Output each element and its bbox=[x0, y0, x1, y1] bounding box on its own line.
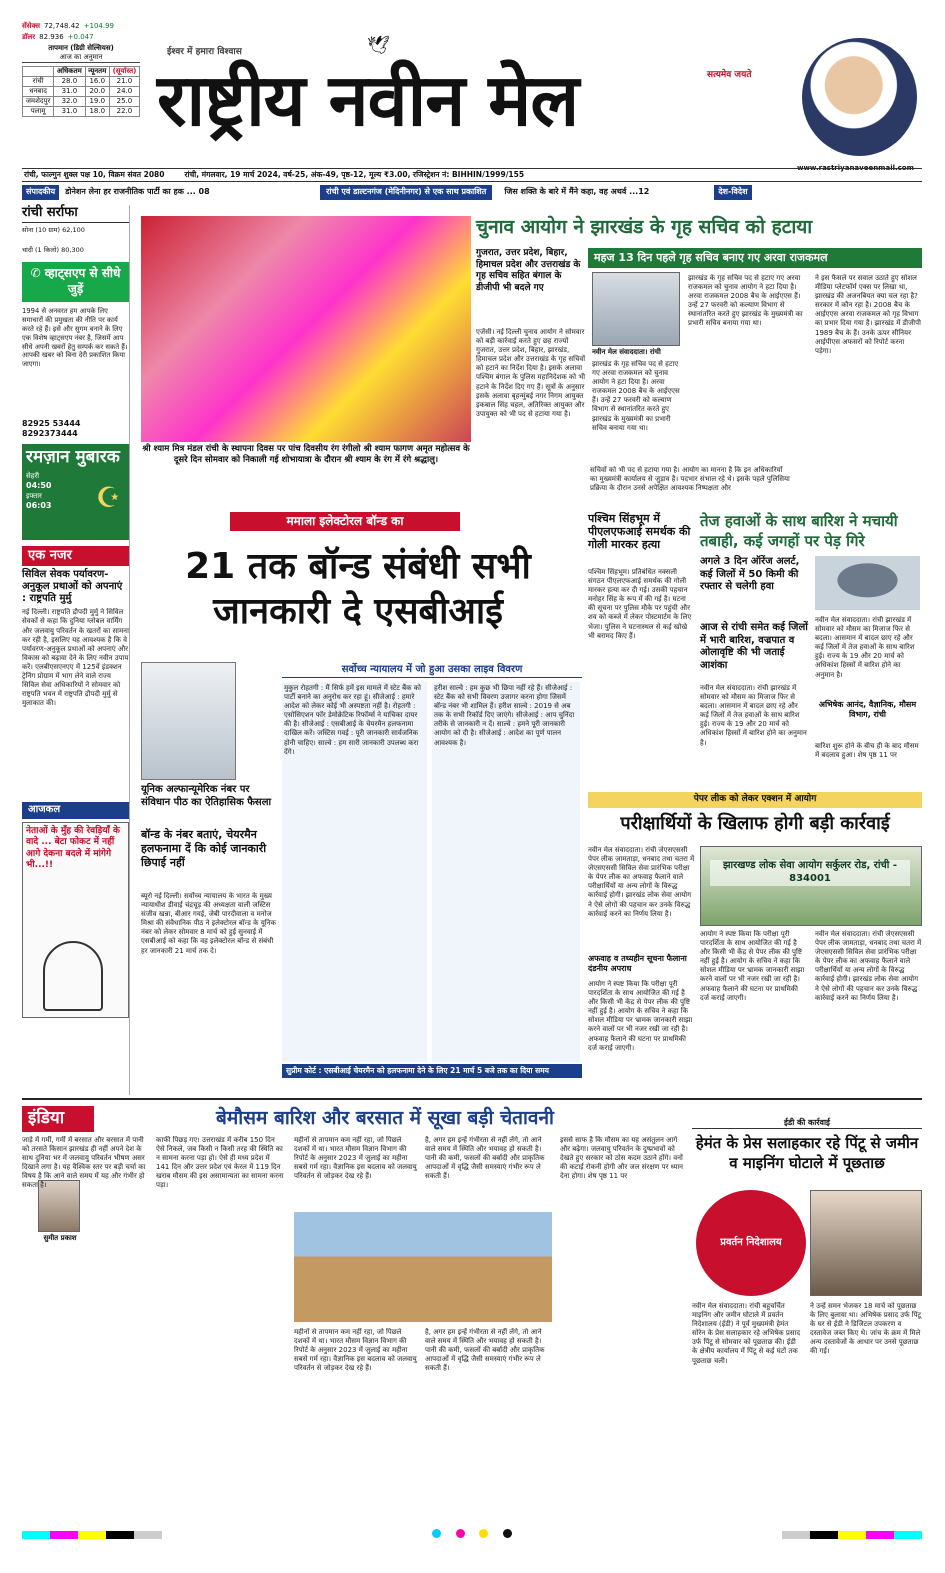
india-body5: महीनों से तापमान कम नहीं रहा, जो पिछले दशकों में था। भारत मौसम विज्ञान विभाग की रिपोर्ट के अनुसार 2023 में जुलाई का महीना सबसे गर्म रहा। वैज्ञानिक इस बदलाव को जलवायु परिवर्तन से जोड़कर देख रहे हैं। bbox=[294, 1328, 417, 1373]
ramzan-box bbox=[22, 444, 129, 540]
eknazar-title: एक नजर bbox=[22, 546, 129, 567]
home-secretary-deck: गुजरात, उत्तर प्रदेश, बिहार, हिमाचल प्रदेश और उत्तराखंड के गृह सचिव सहित बंगाल के डीजीपी भी बदले गए bbox=[476, 248, 581, 294]
max-cell: 31.0 bbox=[54, 86, 85, 96]
whatsapp-number-1[interactable]: 82925 53444 bbox=[22, 419, 81, 429]
sensex-label: सेंसेक्स bbox=[22, 22, 40, 30]
color-bar-right bbox=[782, 1531, 922, 1539]
table-row bbox=[23, 86, 140, 96]
india-body4: है, अगर हम इन्हें गंभीरता से नहीं लेंगे, तो आने वाले समय में स्थिति और भयावह हो सकती है। पानी की कमी, फसलों की बर्बादी और प्राकृतिक आपदाओं में वृद्धि जैसी समस्याएं गंभीर रूप ले सकती हैं। bbox=[425, 1136, 545, 1181]
iftar-label: इफ्तार bbox=[26, 491, 42, 500]
bond-live-col1: मुकुल रोहतगी : मैं सिर्फ हमें इस मामले में स्टेट बैंक को पार्टी बनाने का अनुरोध कर रहा हूं। सीजेआई : हमारे आदेश को लेकर कोई भी अस्पष्टता नहीं है। रोहतगी : एसोसिएशन फॉर डेमोक्रेटिक रिफॉर्म्स ने याचिका दायर की है। सीजेआई : एसबीआई के चेयरमैन हलफनामा दाखिल करें। जस्टिस गवई : पूरी जानकारी सार्वजनिक होनी चाहिए। साल्वे : हम सारी जानकारी उपलब्ध करा देंगे। bbox=[282, 682, 427, 1062]
exam-sub: अफवाह व तथ्यहीन सूचना फैलाना दंडनीय अपराध bbox=[588, 954, 687, 973]
home-secretary-body5: झारखंड के गृह सचिव पद से हटाए गए अरवा राजकमल को चुनाव आयोग ने हटा दिया है। अरवा राजकमल 2008 बैच के आईएएस हैं। उन्हें 27 फरवरी को कल्याण विभाग से स्थानांतरित करते हुए झारखंड के मुख्यमंत्री का प्रभारी सचिव बनाया गया था। bbox=[688, 274, 803, 328]
festival-photo bbox=[141, 216, 471, 442]
min-cell: 20.0 bbox=[85, 86, 109, 96]
whatsapp-box bbox=[22, 262, 129, 302]
market-box bbox=[22, 22, 140, 164]
india-section-label: इंडिया bbox=[22, 1106, 94, 1132]
home-secretary-headline: चुनाव आयोग ने झारखंड के गृह सचिव को हटाया bbox=[476, 216, 813, 238]
chief-justice-photo bbox=[141, 662, 236, 780]
max-cell: 28.0 bbox=[54, 76, 85, 86]
whatsapp-icon: ✆ bbox=[30, 266, 45, 281]
exam-body4: नवीन मेल संवाददाता। रांची जेएसएससी पेपर लीक जामताड़ा, धनबाद तथा चतरा में जेएसएससी सिविल सेवा प्रारंभिक परीक्षा के पेपर लीक का अफवाह फैलाने वाले परीक्षार्थियों या अन्य लोगों के विरुद्ध कार्रवाई होगी। झारखंड लोक सेवा आयोग ने ऐसे लोगों की पहचान कर उनके विरुद्ध कार्रवाई करने का निर्णय लिया है। bbox=[815, 930, 922, 1002]
city-cell: पलामू bbox=[23, 106, 54, 116]
cyan-dot bbox=[432, 1529, 441, 1538]
storm-cloud-icon bbox=[815, 556, 920, 610]
pgs-headline: पश्चिम सिंहभूम में पीएलएफआई समर्थक की गोली मारकर हत्या bbox=[588, 512, 691, 552]
temp-table bbox=[22, 66, 140, 117]
weather-deck1: अगले 3 दिन ऑरेंज अलर्ट, कई जिलों में 50 किमी की रफ्तार से चलेगी हवा bbox=[700, 556, 800, 592]
dollar-change: +0.047 bbox=[67, 32, 94, 41]
home-secretary-body2: झारखंड के गृह सचिव पद से हटाए गए अरवा राजकमल को चुनाव आयोग ने हटा दिया है। अरवा राजकमल 2008 बैच के आईएएस हैं। उन्हें 27 फरवरी को कल्याण विभाग से स्थानांतरित करते हुए झारखंड के मुख्यमंत्री का प्रभारी सचिव बनाया गया था। bbox=[592, 360, 680, 432]
ed-body: नवीन मेल संवाददाता। रांची बहुचर्चित माइनिंग और जमीन घोटाले में प्रवर्तन निदेशालय (ईडी) ने पूर्व मुख्यमंत्री हेमंत सोरेन के प्रेस सलाहकार रहे अभिषेक प्रसाद उर्फ पिंटू से सोमवार को पूछताछ की। ईडी के क्षेत्रीय कार्यालय में पिंटू से कई घंटों तक पूछताछ चली। bbox=[692, 1302, 801, 1365]
india-body2: काफी पिछड़ गए। उत्तराखंड में करीब 150 दिन ऐसे निकले, जब किसी न किसी तरह की स्थिति का न सामना करना पड़ा हो। ऐसे ही मध्य प्रदेश में 141 दिन और उत्तर प्रदेश एवं केरल में 119 दिन खराब मौसम की इस असामान्यता का सामना करना पड़ा। bbox=[156, 1136, 284, 1190]
cartoon-figure bbox=[43, 941, 103, 1011]
left-sidebar bbox=[22, 205, 130, 1095]
moon-icon: ☪ bbox=[95, 480, 121, 514]
bond-kicker: ममाला इलेक्टोरल बॉन्ड का bbox=[230, 512, 460, 531]
ed-kicker: ईडी की कार्रवाई bbox=[692, 1118, 922, 1129]
temp-head-1: अधिकतम bbox=[54, 66, 85, 76]
city-cell: धनबाद bbox=[23, 86, 54, 96]
sunset-cell: 24.0 bbox=[109, 86, 139, 96]
eknazar-text: नई दिल्ली। राष्ट्रपति द्रौपदी मुर्मु ने सिविल सेवकों से कहा कि दुनिया ग्लोबल वार्मिंग और जलवायु परिवर्तन के खतरों का सामना कर रही है, इसलिए यह आवश्यक है कि वे पर्यावरण-अनुकूल प्रथाओं को अपनाएं और विकास को बढ़ावा देने के लिए नवीन उपाय करें। एलबीएसएनएए में 125वें इंडक्शन ट्रेनिंग प्रोग्राम में भाग लेने वाले राज्य सिविल सेवा अधिकारियों ने सोमवार को राष्ट्रपति भवन में राष्ट्रपति द्रौपदी मुर्मु से मुलाकात की। bbox=[22, 608, 129, 708]
home-secretary-body4: ने इस फैसले पर सवाल उठाते हुए सोशल मीडिया प्लेटफॉर्म एक्स पर लिखा था, झारखंड की अजनबियत क्या चल रहा है? सरकार में कौन रहा है। 2008 बैच के आईएएस अरवा राजकमल को गृह विभाग का प्रभार दिया गया है। झारखंड में डीजीपी 1989 बैच के हैं। उनके ऊपर सीनियर आईपीएस अफसरों को रिपोर्ट करना पड़ेगा। bbox=[815, 274, 921, 355]
bond-quote: यूनिक अल्फान्यूमेरिक नंबर पर संविधान पीठ का ऐतिहासिक फैसला bbox=[141, 784, 272, 808]
table-row bbox=[23, 96, 140, 106]
magenta-dot bbox=[456, 1529, 465, 1538]
ed-headline: हेमंत के प्रेस सलाहकार रहे पिंटू से जमीन व माइनिंग घोटाले में पूछताछ bbox=[695, 1134, 919, 1172]
sunset-cell: 25.0 bbox=[109, 96, 139, 106]
tagline: ईश्वर में हमारा विश्वास bbox=[167, 47, 242, 57]
exam-body: नवीन मेल संवाददाता। रांची जेएसएससी पेपर लीक जामताड़ा, धनबाद तथा चतरा में जेएसएससी सिविल सेवा प्रारंभिक परीक्षा के पेपर लीक का अफवाह फैलाने वाले परीक्षार्थियों या अन्य लोगों के विरुद्ध कार्रवाई होगी। झारखंड लोक सेवा आयोग ने ऐसे लोगों की पहचान कर उनके विरुद्ध कार्रवाई करने का निर्णय लिया है। bbox=[588, 846, 695, 918]
sarafa-title: रांची सर्राफा bbox=[22, 205, 129, 223]
exam-body2: आयोग ने स्पष्ट किया कि परीक्षा पूरी पारदर्शिता के साथ आयोजित की गई है और किसी भी केंद्र से पेपर लीक की पुष्टि नहीं हुई है। आयोग के सचिव ने कहा कि सोशल मीडिया पर भ्रामक जानकारी साझा करने वालों पर भी नजर रखी जा रही है। अफवाह फैलाने की घटना पर प्राथमिकी दर्ज कराई जाएगी। bbox=[588, 980, 693, 1052]
jpsc-sign: झारखण्ड लोक सेवा आयोग सर्कुलर रोड, रांची - 834001 bbox=[710, 860, 910, 886]
temp-head-2: न्यूनतम bbox=[85, 66, 109, 76]
weather-tail: बारिश शुरू होने के बीच ही के बाद मौसम में बदलाव हुआ। शेष पृष्ठ 11 पर bbox=[815, 742, 919, 760]
weather-deck2: आज से रांची समेत कई जिलों में भारी बारिश, वज्रपात व ओलावृष्टि की भी जताई आशंका bbox=[700, 622, 808, 671]
ticker bbox=[22, 184, 922, 201]
pgs-body: पश्चिम सिंहभूम। प्रतिबंधित नक्सली संगठन पीएलएफआई समर्थक की गोली मारकर हत्या कर दी गई। उसकी पहचान मनोहर सिंह के रूप में की गई है। घटना की सूचना पर पुलिस मौके पर पहुंची और शव को कब्जे में लेकर पोस्टमार्टम के लिए भेजा। पुलिस ने घटनास्थल से कई खोखे भी बरामद किए हैं। bbox=[588, 568, 692, 640]
home-secretary-body3: सचिवों को भी पद से हटाया गया है। आयोग का मानना है कि इन अधिकारियों का मुख्यमंत्री कार्यालय से जुड़ाव है। पदभार संभाल रहे थे। इसके पहले पुलिसिया प्रक्रिया के दौरान उनसे अपेक्षित आवश्यक निष्पक्षता और bbox=[590, 466, 790, 493]
cartoon-text: नेताओं के मुँह की रेवड़ियाँ के वादे ... बेटा फोकट में नहीं आगे देकना बदले में मांगेगे भी...!! bbox=[26, 826, 120, 870]
whatsapp-text: 1994 से अनवरत हम आपके लिए समाचारों की प्रमुखता की नीति पर कार्य करते रहे हैं। इसे और सुगम बनाने के लिए एक विशेष व्हाट्सएप नंबर है, जिसमें आप सीधे अपनी खबरों हेतु सम्पर्क कर सकते हैं। आपकी खबर को बिना देरी प्रकाशित किया जाएगा। bbox=[22, 307, 128, 369]
min-cell: 19.0 bbox=[85, 96, 109, 106]
weather-body-right: नवीन मेल संवाददाता। रांची झारखंड में सोमवार को मौसम का मिजाज फिर से बदला। आसमान में बादल छाए रहे और कई जिलों में तेज हवाओं के साथ बारिश हुई। राज्य के 19 और 20 मार्च को अधिकांश हिस्सों में बारिश होने का अनुमान है। bbox=[815, 616, 915, 679]
ed-seal bbox=[696, 1190, 806, 1296]
masthead bbox=[22, 22, 922, 182]
table-row bbox=[23, 106, 140, 116]
author-name: सुमीत प्रकाश bbox=[43, 1234, 77, 1242]
bond-live-col2: हरीश साल्वे : हम कुछ भी छिपा नहीं रहे हैं। सीजेआई : स्टेट बैंक को सभी विवरण उजागर करना होगा जिसमें बॉन्ड नंबर भी शामिल हैं। हरीश साल्वे : 2019 से अब तक के सभी रिकॉर्ड दिए जाएंगे। सीजेआई : आप चुनिंदा तरीके से जानकारी न दें। साल्वे : हमने पूरी जानकारी आयोग को दी है। सीजेआई : आदेश का पूर्ण पालन आवश्यक है। bbox=[432, 682, 580, 1062]
india-headline: बेमौसम बारिश और बरसात में सूखा बड़ी चेतावनी bbox=[216, 1107, 554, 1129]
home-secretary-body1: एजेंसी। नई दिल्ली चुनाव आयोग ने सोमवार को बड़ी कार्रवाई करते हुए छह राज्यों गुजरात, उत्तर प्रदेश, बिहार, झारखंड, हिमाचल प्रदेश और उत्तराखंड के गृह सचिवों को हटाने का निर्देश दिया है। इसके अलावा पश्चिम बंगाल के पुलिस महानिदेशक को भी हटाने के निर्देश दिए गए हैं। सूत्रों के अनुसार इसके अलावा बृहन्मुंबई नगर निगम आयुक्त इकबाल सिंह चहल, अतिरिक्त आयुक्त और उपायुक्त को भी पद से हटाया गया है। bbox=[476, 328, 586, 418]
temp-head-0 bbox=[23, 66, 54, 76]
temp-head-3: (सूर्यास्त) bbox=[109, 66, 139, 76]
official-photo bbox=[592, 272, 680, 346]
whatsapp-number-2[interactable]: 8292373444 bbox=[22, 429, 78, 439]
exam-headline: परीक्षार्थियों के खिलाफ होगी बड़ी कार्रवाई bbox=[620, 813, 890, 834]
color-bar bbox=[22, 1531, 162, 1539]
sensex-value: 72,748.42 bbox=[43, 22, 80, 30]
whatsapp-title: व्हाट्सएप से सीधे जुड़ें bbox=[44, 266, 121, 296]
temp-label: तापमान (डिग्री सेल्सियस) bbox=[48, 43, 114, 52]
festival-caption: श्री श्याम मित्र मंडल रांची के स्थापना दिवस पर पांच दिवसीय रंग रंगीलो श्री श्याम फागण अमृत महोत्सव के दूसरे दिन सोमवार को निकाली गई शोभायात्रा के दौरान श्री श्याम के रंग में रंगे श्रद्धालु। bbox=[142, 444, 470, 466]
date-strip bbox=[22, 168, 922, 182]
ticker-mid-text: रांची एवं डाल्टनगंज (मेदिनीनगर) से एक साथ प्रकाशित bbox=[320, 185, 492, 199]
silver-rate: चांदी (1 किलो) 80,300 bbox=[22, 245, 84, 254]
section-divider bbox=[22, 1098, 922, 1100]
temp-sub: आज का अनुमान bbox=[22, 53, 140, 63]
home-secretary-sub: महज 13 दिन पहले गृह सचिव बनाए गए अरवा राजकमल bbox=[588, 248, 922, 268]
ramzan-title: रमज़ान मुबारक bbox=[26, 446, 120, 467]
exam-body3: आयोग ने स्पष्ट किया कि परीक्षा पूरी पारदर्शिता के साथ आयोजित की गई है और किसी भी केंद्र से पेपर लीक की पुष्टि नहीं हुई है। आयोग के सचिव ने कहा कि सोशल मीडिया पर भ्रामक जानकारी साझा करने वालों पर भी नजर रखी जा रही है। अफवाह फैलाने की घटना पर प्राथमिकी दर्ज कराई जाएगी। bbox=[700, 930, 805, 1002]
iftar-time: 06:03 bbox=[26, 500, 52, 510]
cartoon bbox=[22, 822, 129, 1018]
dollar-value: 82.936 bbox=[39, 32, 64, 41]
ed-seal-text: प्रवर्तन निदेशालय bbox=[720, 1236, 782, 1248]
exam-kicker: पेपर लीक को लेकर एक्शन में आयोग bbox=[588, 792, 922, 808]
bond-body: ब्यूरो नई दिल्ली। सर्वोच्च न्यायालय के भारत के मुख्य न्यायाधीश डीवाई चंद्रचूड़ की अध्यक्षता वाली जस्टिस संजीव खन्ना, बीआर गवई, जेबी पारदीवाला व मनोज मिश्रा की संवैधानिक पीठ ने इलेक्टोरल बॉन्ड के यूनिक नंबर को लेकर सोमवार 8 मार्च को हुई सुनवाई में एसबीआई को कहा कि वह इलेक्टोरल बॉन्ड से संबंधी हर जानकारी 21 मार्च तक दे। bbox=[141, 892, 276, 955]
city-cell: जमशेदपुर bbox=[23, 96, 54, 106]
panchang-info: रांची, फाल्गुन शुक्ल पक्ष 10, विक्रम संवत 2080 bbox=[24, 170, 165, 180]
min-cell: 16.0 bbox=[85, 76, 109, 86]
ticker-left-label: संपादकीय bbox=[22, 185, 59, 199]
bond-headline: 21 तक बॉन्ड संबंधी सभी जानकारी दे एसबीआई bbox=[185, 546, 531, 632]
website: www.rastriyanaveenmail.com bbox=[797, 164, 914, 172]
india-body7: इससे साफ है कि मौसम का यह असंतुलन आगे और बढ़ेगा। जलवायु परिवर्तन के दुष्प्रभावों को देखते हुए सरकार को ठोस कदम उठाने होंगे। वनों की कटाई रोकनी होगी और जल संरक्षण पर ध्यान देना होगा। शेष पृष्ठ 11 पर bbox=[560, 1136, 684, 1181]
footer-marks bbox=[22, 1520, 922, 1550]
aajkal-title: आजकल bbox=[22, 802, 129, 819]
min-cell: 18.0 bbox=[85, 106, 109, 116]
sunset-cell: 21.0 bbox=[109, 76, 139, 86]
city-cell: रांची bbox=[23, 76, 54, 86]
eknazar-headline: सिविल सेवक पर्यावरण-अनुकूल प्रथाओं को अपनाएं : राष्ट्रपति मुर्मु bbox=[22, 569, 123, 605]
motto: सत्यमेव जयते bbox=[707, 70, 752, 80]
ed-body2: ने उन्हें समन भेजकर 18 मार्च को पूछताछ के लिए बुलाया था। अभिषेक प्रसाद उर्फ पिंटू के घर से ईडी ने डिजिटल उपकरण व दस्तावेज जब्त किए थे। जांच के क्रम में मिले अन्य दस्तावेजों के आधार पर उनसे पूछताछ की गई। bbox=[810, 1302, 922, 1356]
black-dot bbox=[503, 1529, 512, 1538]
sehri-label: सेहरी bbox=[26, 472, 40, 481]
max-cell: 32.0 bbox=[54, 96, 85, 106]
yellow-dot bbox=[479, 1529, 488, 1538]
ticker-right-text[interactable]: जिस शक्ति के बारे में मैंने कहा, वह अथर्व ...12 bbox=[504, 187, 650, 197]
table-row bbox=[23, 76, 140, 86]
sehri-time: 04:50 bbox=[26, 481, 52, 491]
bond-footer: सुप्रीम कोर्ट : एसबीआई चेयरमैन को हलफनामा देने के लिए 21 मार्च 5 बजे तक का दिया समय bbox=[282, 1064, 582, 1078]
ticker-left-text[interactable]: डोनेशन लेना हर राजनीतिक पार्टी का हक ... 08 bbox=[65, 187, 210, 197]
leader-photo bbox=[802, 38, 917, 156]
dollar-label: डॉलर bbox=[22, 32, 36, 41]
india-body1: जाड़े में गर्मी, गर्मी में बरसात और बरसात में पानी को तरसते किसान झारखंड ही नहीं अपने देश के साथ दुनिया भर में जलवायु परिवर्तन भीषण असर दिखाने लगा है। यह वैश्विक स्तर पर बड़ी चर्चा का विषय है कि आने वाले समय में यह और गंभीर हो सकता है। bbox=[22, 1136, 146, 1190]
weather-headline: तेज हवाओं के साथ बारिश ने मचायी तबाही, कई जगहों पर पेड़ गिरे bbox=[700, 512, 898, 550]
bird-icon: 🕊 bbox=[367, 35, 390, 56]
max-cell: 31.0 bbox=[54, 106, 85, 116]
jpsc-building-photo bbox=[700, 846, 922, 926]
gold-rate: सोना (10 ग्राम) 62,100 bbox=[22, 225, 85, 234]
sensex-change: +104.99 bbox=[83, 22, 114, 30]
weather-quote: अभिषेक आनंद, वैज्ञानिक, मौसम विभाग, रांची bbox=[818, 700, 917, 720]
sunset-cell: 22.0 bbox=[109, 106, 139, 116]
bond-sub: बॉन्ड के नंबर बताएं, चेयरमैन हलफनामा दें कि कोई जानकारी छिपाई नहीं bbox=[141, 828, 267, 869]
home-photo-caption: नवीन मेल संवाददाता। रांची bbox=[592, 348, 661, 356]
india-body6: है, अगर हम इन्हें गंभीरता से नहीं लेंगे, तो आने वाले समय में स्थिति और भयावह हो सकती है। पानी की कमी, फसलों की बर्बादी और प्राकृतिक आपदाओं में वृद्धि जैसी समस्याएं गंभीर रूप ले सकती हैं। bbox=[425, 1328, 545, 1373]
ticker-right-label: देश-विदेश bbox=[714, 185, 751, 199]
issue-info: रांची, मंगलवार, 19 मार्च 2024, वर्ष-25, अंक-49, पृष्ठ-12, मूल्य ₹3.00, रजिस्ट्रेशन नं: BIHHIN/1999/155 bbox=[184, 170, 525, 180]
india-body3: महीनों से तापमान कम नहीं रहा, जो पिछले दशकों में था। भारत मौसम विज्ञान विभाग की रिपोर्ट के अनुसार 2023 में जुलाई का महीना सबसे गर्म रहा। वैज्ञानिक इस बदलाव को जलवायु परिवर्तन से जोड़कर देख रहे हैं। bbox=[294, 1136, 417, 1181]
bond-live-title: सर्वोच्च न्यायालय में जो हुआ उसका लाइव विवरण bbox=[282, 664, 582, 678]
weather-body: नवीन मेल संवाददाता। रांची झारखंड में सोमवार को मौसम का मिजाज फिर से बदला। आसमान में बादल छाए रहे और कई जिलों में तेज हवाओं के साथ बारिश हुई। राज्य के 19 और 20 मार्च को अधिकांश हिस्सों में बारिश होने का अनुमान है। bbox=[700, 684, 807, 747]
paper-title: राष्ट्रीय नवीन मेल bbox=[157, 57, 579, 142]
pintu-photo bbox=[810, 1190, 922, 1296]
drought-photo bbox=[294, 1212, 552, 1322]
